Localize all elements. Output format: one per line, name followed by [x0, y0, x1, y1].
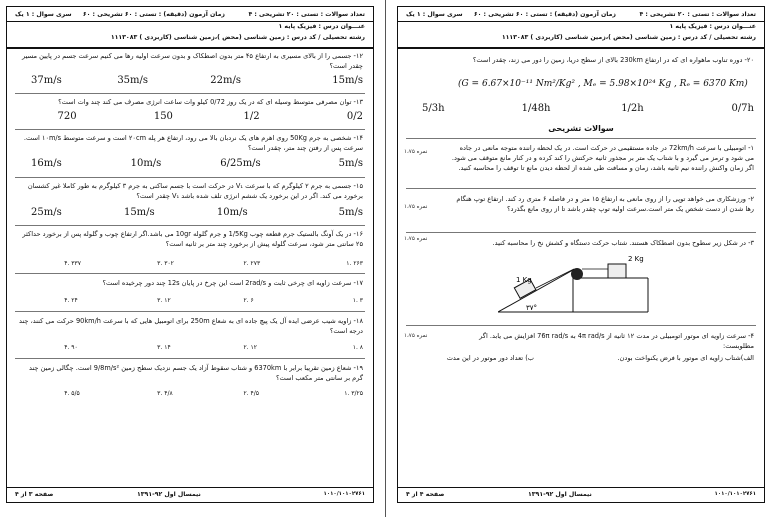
question-14: ۱۴- شخصی به جرم 50Kg روی اهرم های یک نردبان بالا می رود، ارتفاع هر پله ۲۰cm است و سرعت متوسط ۱۰m/s است. سرعت پس از رفتن چند متر، چقدر است؟	[23, 134, 363, 152]
question-divider	[406, 325, 756, 326]
score-label: ۱،۷۵ نمره	[404, 204, 428, 210]
exam-code: ۱۰۱۰/۱۰۱۰۲۷۶۱	[714, 491, 756, 497]
option-2[interactable]: ۱۲ .۲	[243, 344, 257, 351]
page-footer	[398, 487, 764, 502]
option-3[interactable]: 10m/s	[130, 158, 162, 169]
exam-page-4	[397, 6, 765, 503]
essay-question-2: ۲- ورزشکاری می خواهد توپی را از روی مانعی به ارتفاع ۱۵ متر و در فاصله ۶ متری رد کند. ارتفاع توپ هنگام رها شدن از دست شخص یک متر است.سرعت اولیه توپ چقدر باشد تا از روی مانع بگذرد؟	[456, 195, 754, 213]
question-20: ۲۰- دوره تناوب ماهواره ای که در ارتفاع 230km بالای از سطح دریا، زمین را دور می زند، چقدر است؟	[472, 56, 754, 64]
options-19	[31, 387, 363, 401]
option-4[interactable]: 16m/s	[31, 158, 62, 169]
series-label: سری سوال : ۱ یک	[15, 11, 72, 18]
question-divider	[15, 225, 365, 226]
option-4[interactable]: ۳۳۷ .۴	[64, 260, 81, 267]
course-title: عنـــوان درس : فیزیک پایه ۱	[669, 23, 756, 30]
mass1-label: 1 Kg	[516, 276, 532, 284]
constants-formula: (G = 6.67×10⁻¹¹ Nm²/Kg² , Mₑ = 5.98×10²⁴ Kg , Rₑ = 6370 Km)	[458, 79, 748, 89]
question-divider	[406, 188, 756, 189]
exam-header	[398, 7, 764, 47]
options-20	[422, 103, 754, 117]
section-title: سوالات تشریحی	[548, 124, 614, 133]
question-count: تعداد سوالات : تستی : ۲۰ تشریحی : ۴	[639, 11, 756, 18]
page-footer	[7, 487, 373, 502]
header-bottom-border	[7, 47, 373, 49]
option-2[interactable]: 1/2	[243, 111, 260, 122]
mass2-label: 2 Kg	[628, 255, 644, 263]
essay-part-a: الف)شتاب زاویه ای موتور با فرض یکنواخت بودن.	[617, 354, 754, 362]
exam-code: ۱۰۱۰/۱۰۱۰۲۷۶۱	[323, 491, 365, 497]
essay-question-1: ۱- اتومبیلی با سرعت 72km/h در جاده مستقیمی در حرکت است. در یک لحظه راننده متوجه مانعی در جاده می شود و ترمز می گیرد و با شتاب یک متر بر مجذور ثانیه حرکتش را کند کرده و در کنار مانع متوقف می شود. اگر زمان واکنش راننده نیم ثانیه باشد، زمان و مسافت طی شده از لحظه دیدن مانع تا توقف را محاسبه کنید.	[451, 144, 754, 172]
question-divider	[15, 177, 365, 178]
question-divider	[406, 232, 756, 233]
option-3[interactable]: 150	[153, 111, 173, 122]
option-2[interactable]: ۴/۵ .۲	[243, 390, 259, 397]
option-1[interactable]: 5m/s	[338, 207, 363, 218]
question-12: ۱۲- جسمی را از بالای مسیری به ارتفاع ۴۵ متر بدون اصطکاک و بدون سرعت اولیه رها می کنیم سرعت جسم در پایین مسیر چقدر است؟	[21, 52, 363, 70]
question-divider	[15, 358, 365, 359]
exam-page-3	[6, 6, 374, 503]
question-17: ۱۷- سرعت زاویه ای چرخی ثابت و 2rad/s است این چرخ در پایان 12s چند دور چرخیده است؟	[102, 279, 363, 287]
page-gutter	[385, 0, 386, 517]
option-2[interactable]: 6/25m/s	[220, 158, 261, 169]
question-divider	[15, 273, 365, 274]
question-16: ۱۶- در یک آونگ بالستیک جرم قطعه چوب 1/5Kg و جرم گلوله 10gr می باشد.اگر ارتفاع چوب و گلوله پس از برخورد حداکثر ۲۵ سانتی متر شود، سرعت گلوله پیش از برخورد چند متر بر ثانیه است؟	[22, 230, 363, 248]
block-2kg	[608, 264, 626, 278]
option-1[interactable]: 0/7h	[731, 103, 754, 114]
option-3[interactable]: 35m/s	[117, 75, 149, 86]
option-1[interactable]: 5m/s	[338, 158, 363, 169]
option-1[interactable]: ۲۶۳ .۱	[346, 260, 363, 267]
section-divider	[406, 138, 756, 139]
course-title: عنـــوان درس : فیزیک پایه ۱	[278, 23, 365, 30]
string	[536, 269, 574, 288]
option-4[interactable]: 25m/s	[31, 207, 62, 218]
exam-time: زمان آزمون (دقیقه) : تستی : ۶۰ تشریحی : ۶۰	[473, 11, 616, 18]
options-14	[31, 158, 363, 172]
options-15	[31, 207, 363, 221]
page-number: صفحه ۴ از ۴	[406, 491, 445, 498]
options-17	[31, 294, 363, 308]
option-2[interactable]: 10m/s	[216, 207, 248, 218]
option-1[interactable]: 15m/s	[332, 75, 363, 86]
option-2[interactable]: ۲۷۳ .۲	[243, 260, 261, 267]
options-16	[31, 257, 363, 271]
question-15: ۱۵- جسمی به جرم ۲ کیلوگرم که با سرعت V₁ در حرکت است با جسم ساکنی به جرم ۳ کیلوگرم به طور کاملا غیر کشسان برخورد می کند. اگر در این برخورد یک ششم انرژی تلف شده باشد V₁ چقدر است؟	[27, 182, 363, 200]
option-1[interactable]: ۸ .۱	[352, 344, 363, 351]
option-4[interactable]: ۹۰ .۴	[64, 344, 78, 351]
option-3[interactable]: ۳۰۲ .۳	[157, 260, 174, 267]
semester: نیمسال اول ۹۲-۱۳۹۱	[137, 491, 201, 498]
option-3[interactable]: 1/48h	[521, 103, 551, 114]
option-1[interactable]: ۳ .۱	[352, 297, 363, 304]
option-2[interactable]: ۶ .۲	[243, 297, 254, 304]
option-3[interactable]: ۱۲ .۳	[157, 297, 171, 304]
essay-question-4: ۴- سرعت زاویه ای موتور اتومبیلی در مدت ۱۲ ثانیه از 4π rad/s به 76π rad/s افزایش می یابد. اگر مطلوبست:	[479, 332, 754, 350]
question-13: ۱۳- توان مصرفی متوسط وسیله ای که در یک روز 0/72 کیلو وات ساعت انرژی مصرف می کند چند وات است؟	[58, 98, 363, 106]
field-code: رشته تحصیلی / کد درس : زمین شناسی (محض )،زمین شناسی (کاربردی ) ۱۱۱۳۰۸۳	[110, 34, 365, 41]
header-bottom-border	[398, 47, 764, 49]
incline-pulley-figure	[498, 252, 688, 322]
page-number: صفحه ۳ از ۴	[15, 491, 54, 498]
question-19: ۱۹- شعاع زمین تقریبا برابر با 6370km و شتاب سقوط آزاد یک جسم نزدیک سطح زمین 9/8m/s² است. چگالی زمین چند گرم بر سانتی متر مکعب است؟	[28, 364, 363, 382]
option-4[interactable]: 720	[57, 111, 77, 122]
header-divider	[398, 21, 764, 22]
score-label: ۱،۷۵ نمره	[404, 333, 428, 339]
option-2[interactable]: 1/2h	[621, 103, 644, 114]
option-1[interactable]: 0/2	[346, 111, 363, 122]
option-3[interactable]: ۴/۸ .۳	[157, 390, 173, 397]
option-3[interactable]: ۱۴ .۳	[157, 344, 171, 351]
header-divider	[7, 21, 373, 22]
options-12	[31, 75, 363, 89]
question-divider	[15, 93, 365, 94]
option-4[interactable]: 5/3h	[422, 103, 445, 114]
question-18: ۱۸- زاویه شیب عرضی ایده آل یک پیچ جاده ای به شعاع 250m برای اتومبیل هایی که با سرعت 90km/h حرکت می کنند، چند درجه است؟	[18, 317, 363, 335]
options-18	[31, 341, 363, 355]
essay-question-3: ۳- در شکل زیر سطوح بدون اصطکاک هستند. شتاب حرکت دستگاه و کشش نخ را محاسبه کنید.	[492, 239, 754, 247]
option-4[interactable]: ۲۴ .۴	[64, 297, 78, 304]
score-label: ۱،۷۵ نمره	[404, 236, 428, 242]
question-divider	[15, 129, 365, 130]
semester: نیمسال اول ۹۲-۱۳۹۱	[528, 491, 592, 498]
score-label: ۱،۷۵ نمره	[404, 149, 428, 155]
exam-time: زمان آزمون (دقیقه) : تستی : ۶۰ تشریحی : ۶۰	[82, 11, 225, 18]
exam-header	[7, 7, 373, 47]
essay-part-b: ب) تعداد دور موتور در این مدت	[446, 354, 534, 362]
options-13	[31, 111, 363, 125]
option-4[interactable]: ۵/۵ .۴	[64, 390, 80, 397]
field-code: رشته تحصیلی / کد درس : زمین شناسی (محض )،زمین شناسی (کاربردی ) ۱۱۱۳۰۸۳	[501, 34, 756, 41]
option-4[interactable]: 37m/s	[31, 75, 62, 86]
option-1[interactable]: ۳/۲۵ .۱	[344, 390, 363, 397]
option-3[interactable]: 15m/s	[123, 207, 155, 218]
series-label: سری سوال : ۱ یک	[406, 11, 463, 18]
question-count: تعداد سوالات : تستی : ۲۰ تشریحی : ۴	[248, 11, 365, 18]
angle-label: ۳۷°	[526, 304, 538, 312]
question-divider	[15, 311, 365, 312]
option-2[interactable]: 22m/s	[210, 75, 241, 86]
